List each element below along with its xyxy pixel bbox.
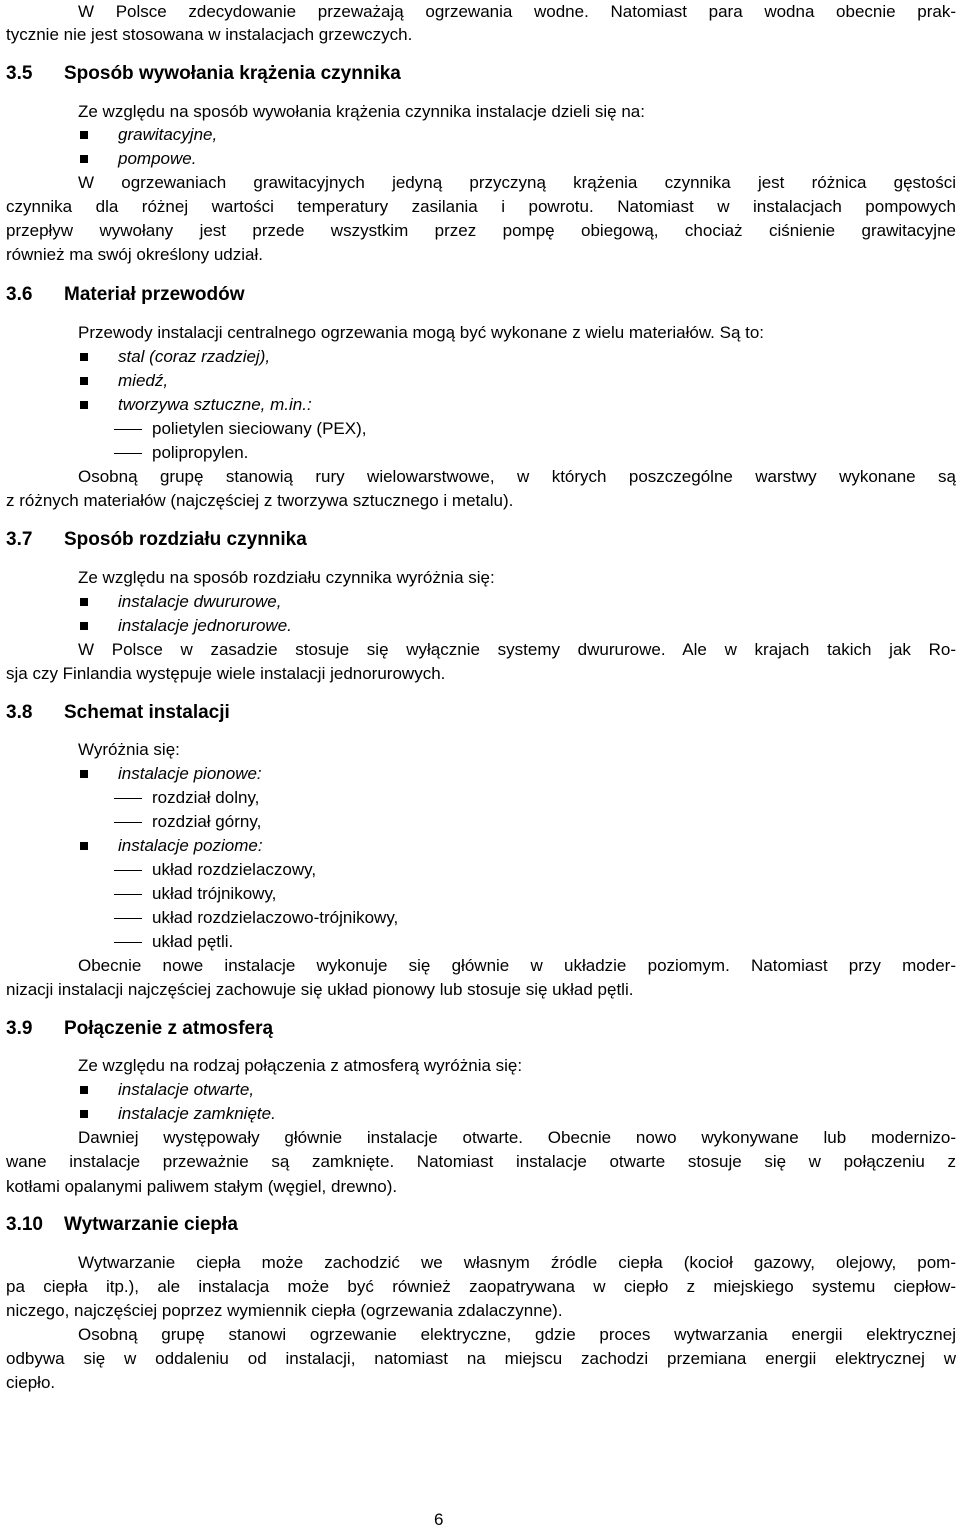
s39-para-line-2: wane instalacje przeważnie są zamknięte. Natomiast instalacje otwarte stosuje się w połączeniu z [6, 1152, 956, 1171]
s38-dash-6: układ pętli. [152, 932, 234, 951]
s37-bullet-1: instalacje dwururowe, [118, 592, 282, 611]
s37-para-line-2: sja czy Finlandia występuje wiele instalacji jednorurowych. [6, 664, 446, 683]
s37-bullet-2: instalacje jednorurowe. [118, 616, 292, 635]
s39-lead: Ze względu na rodzaj połączenia z atmosferą wyróżnia się: [78, 1056, 523, 1075]
s35-para-line-2: czynnika dla różnej wartości temperatury zasilania i powrotu. Natomiast w instalacjach pompowych [6, 197, 956, 216]
bullet-icon [80, 1110, 88, 1118]
s36-para-line-1: Osobną grupę stanowią rury wielowarstwowe, w których poszczególne warstwy wykonane są [78, 467, 956, 486]
s38-lead: Wyróżnia się: [78, 740, 180, 759]
s36-bullet-1: stal (coraz rzadziej), [118, 347, 271, 366]
dash-icon [114, 453, 142, 454]
s36-dash-2: polipropylen. [152, 443, 249, 462]
section-number: 3.9 [6, 1018, 33, 1039]
s38-para-line-2: nizacji instalacji najczęściej zachowuje się układ pionowy lub stosuje się układ pętli. [6, 980, 634, 999]
intro-line-1: W Polsce zdecydowanie przeważają ogrzewania wodne. Natomiast para wodna obecnie prak- [78, 2, 956, 21]
s36-dash-1: polietylen sieciowany (PEX), [152, 419, 367, 438]
s39-para-line-3: kotłami opalanymi paliwem stałym (węgiel, drewno). [6, 1177, 398, 1196]
bullet-icon [80, 131, 88, 139]
section-title: Sposób rozdziału czynnika [64, 529, 307, 550]
s310-para1-line-1: Wytwarzanie ciepła może zachodzić we własnym źródle ciepła (kocioł gazowy, olejowy, pom- [78, 1253, 956, 1272]
section-number: 3.6 [6, 284, 33, 305]
s36-lead: Przewody instalacji centralnego ogrzewania mogą być wykonane z wielu materiałów. Są to: [78, 323, 765, 342]
bullet-icon [80, 1086, 88, 1094]
dash-icon [114, 894, 142, 895]
page-number: 6 [434, 1510, 444, 1529]
s38-bullet-1: instalacje pionowe: [118, 764, 262, 783]
dash-icon [114, 822, 142, 823]
section-number: 3.10 [6, 1214, 43, 1235]
s38-dash-4: układ trójnikowy, [152, 884, 277, 903]
section-title: Wytwarzanie ciepła [64, 1214, 238, 1235]
dash-icon [114, 918, 142, 919]
bullet-icon [80, 401, 88, 409]
dash-icon [114, 942, 142, 943]
bullet-icon [80, 155, 88, 163]
dash-icon [114, 429, 142, 430]
section-title: Sposób wywołania krążenia czynnika [64, 63, 401, 84]
section-title: Połączenie z atmosferą [64, 1018, 274, 1039]
section-title: Materiał przewodów [64, 284, 245, 305]
s38-bullet-2: instalacje poziome: [118, 836, 263, 855]
s310-para2-line-1: Osobną grupę stanowi ogrzewanie elektryczne, gdzie proces wytwarzania energii elektrycznej [78, 1325, 956, 1344]
s39-bullet-1: instalacje otwarte, [118, 1080, 255, 1099]
s35-bullet-1: grawitacyjne, [118, 125, 218, 144]
s310-para1-line-2: pa ciepła itp.), ale instalacja może być również zaopatrywana w ciepło z miejskiego systemu ciepłow- [6, 1277, 956, 1296]
s36-para-line-2: z różnych materiałów (najczęściej z tworzywa sztucznego i metalu). [6, 491, 514, 510]
s39-bullet-2: instalacje zamknięte. [118, 1104, 276, 1123]
section-heading-3-5 [6, 62, 401, 86]
bullet-icon [80, 598, 88, 606]
section-heading-3-6 [6, 283, 245, 307]
s35-bullet-2: pompowe. [118, 149, 197, 168]
s39-para-line-1: Dawniej występowały głównie instalacje otwarte. Obecnie nowo wykonywane lub modernizo- [78, 1128, 956, 1147]
bullet-icon [80, 770, 88, 778]
bullet-icon [80, 377, 88, 385]
s310-para2-line-2: odbywa się w oddaleniu od instalacji, natomiast na miejscu zachodzi przemiana energii elektrycznej w [6, 1349, 956, 1368]
s310-para2-line-3: ciepło. [6, 1373, 56, 1392]
section-number: 3.7 [6, 529, 33, 550]
bullet-icon [80, 622, 88, 630]
s38-dash-1: rozdział dolny, [152, 788, 260, 807]
section-title: Schemat instalacji [64, 702, 230, 723]
s38-dash-5: układ rozdzielaczowo-trójnikowy, [152, 908, 399, 927]
section-number: 3.5 [6, 63, 33, 84]
intro-line-2: tycznie nie jest stosowana w instalacjach grzewczych. [6, 25, 413, 44]
section-number: 3.8 [6, 702, 33, 723]
s36-bullet-3: tworzywa sztuczne, m.in.: [118, 395, 312, 414]
s35-para-line-3: przepływ wywołany jest przede wszystkim przez pompę obiegową, chociaż ciśnienie grawitacyjne [6, 221, 956, 240]
s37-para-line-1: W Polsce w zasadzie stosuje się wyłącznie systemy dwururowe. Ale w krajach takich jak Ro- [78, 640, 956, 659]
dash-icon [114, 870, 142, 871]
bullet-icon [80, 353, 88, 361]
section-heading-3-10 [6, 1213, 238, 1237]
s310-para1-line-3: niczego, najczęściej poprzez wymiennik ciepła (ogrzewania zdalaczynne). [6, 1301, 563, 1320]
s38-dash-3: układ rozdzielaczowy, [152, 860, 317, 879]
s38-dash-2: rozdział górny, [152, 812, 262, 831]
s37-lead: Ze względu na sposób rozdziału czynnika wyróżnia się: [78, 568, 495, 587]
bullet-icon [80, 842, 88, 850]
section-heading-3-9 [6, 1017, 273, 1041]
s35-para-line-1: W ogrzewaniach grawitacyjnych jedyną przyczyną krążenia czynnika jest różnica gęstości [78, 173, 956, 192]
s36-bullet-2: miedź, [118, 371, 169, 390]
s35-lead: Ze względu na sposób wywołania krążenia czynnika instalacje dzieli się na: [78, 102, 645, 121]
dash-icon [114, 798, 142, 799]
s38-para-line-1: Obecnie nowe instalacje wykonuje się głównie w układzie poziomym. Natomiast przy moder- [78, 956, 956, 975]
section-heading-3-8 [6, 701, 230, 725]
section-heading-3-7 [6, 528, 307, 552]
s35-para-line-4: również ma swój określony udział. [6, 245, 263, 264]
